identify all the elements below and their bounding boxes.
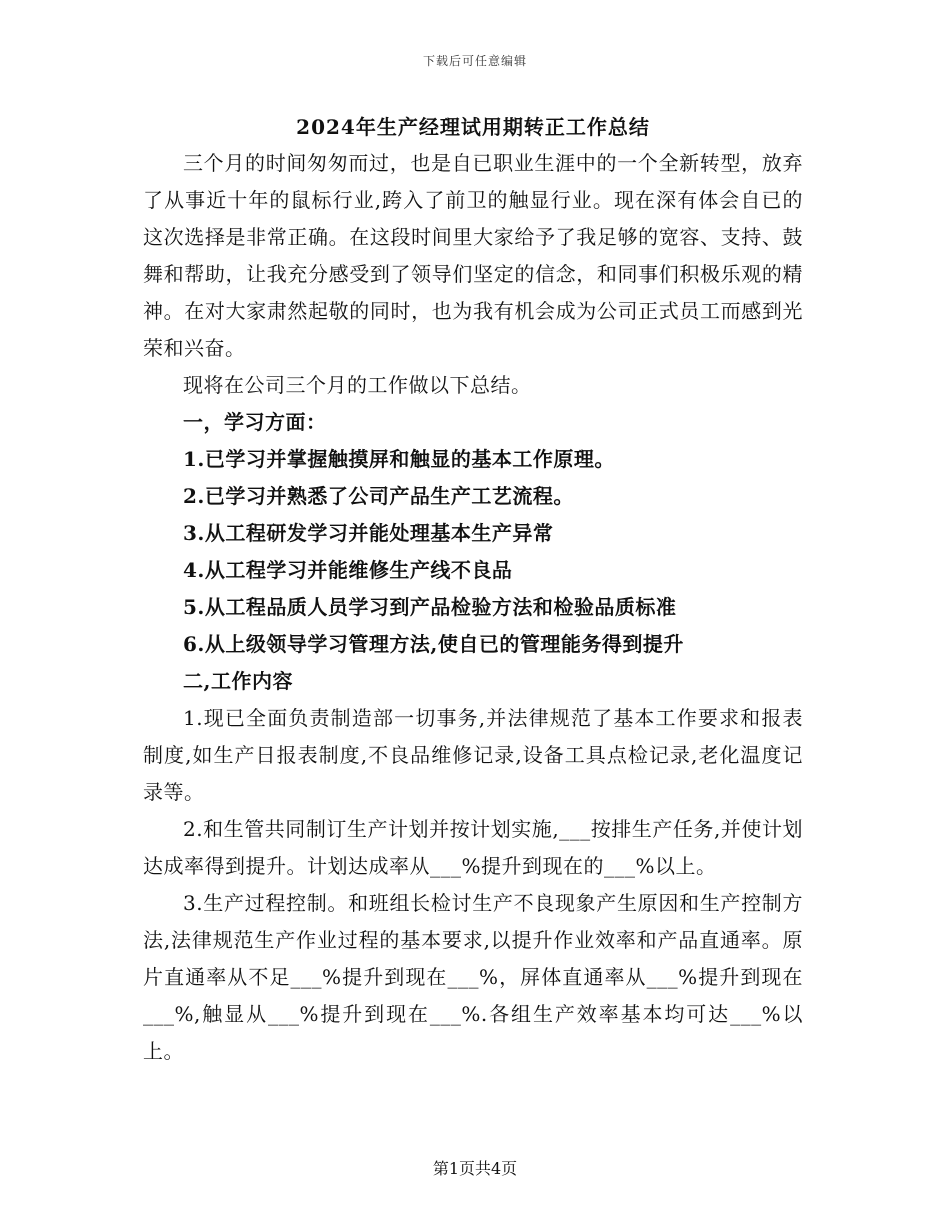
study-item: 4.从工程学习并能维修生产线不良品 bbox=[183, 558, 513, 582]
page-number: 第1页共4页 bbox=[432, 1159, 518, 1178]
document-body bbox=[143, 112, 803, 1070]
work-paragraph: 1.现已全面负责制造部一切事务,并法律规范了基本工作要求和报表制度,如生产日报表制度,不良品维修记录,设备工具点检记录,老化温度记录等。 bbox=[143, 706, 803, 804]
document-title: 2024年生产经理试用期转正工作总结 bbox=[296, 115, 650, 139]
study-item: 3.从工程研发学习并能处理基本生产异常 bbox=[183, 521, 554, 545]
download-note: 下载后可任意编辑 bbox=[422, 54, 527, 68]
study-item: 6.从上级领导学习管理方法,使自已的管理能务得到提升 bbox=[183, 632, 684, 656]
study-item: 1.已学习并掌握触摸屏和触显的基本工作原理。 bbox=[183, 447, 615, 471]
study-item: 5.从工程品质人员学习到产品检验方法和检验品质标准 bbox=[183, 595, 677, 619]
intro-paragraph: 三个月的时间匆匆而过，也是自已职业生涯中的一个全新转型，放弃了从事近十年的鼠标行业,跨入了前卫的触显行业。现在深有体会自已的这次选择是非常正确。在这段时间里大家给予了我足够的宽容、支持、鼓舞和帮助，让我充分感受到了领导们坚定的信念，和同事们积极乐观的精神。在对大家肃然起敬的同时，也为我有机会成为公司正式员工而感到光荣和兴奋。 bbox=[143, 151, 803, 360]
work-paragraph: 3.生产过程控制。和班组长检讨生产不良现象产生原因和生产控制方法,法律规范生产作业过程的基本要求,以提升作业效率和产品直通率。原片直通率从不足___%提升到现在___%，屏体直通率从___%提升到现在___%,触显从___%提升到现在___%.各组生产效率基本均可达___%以上。 bbox=[143, 891, 803, 1063]
summary-intro-paragraph: 现将在公司三个月的工作做以下总结。 bbox=[183, 373, 532, 397]
study-item: 2.已学习并熟悉了公司产品生产工艺流程。 bbox=[183, 484, 574, 508]
section-heading-study: 一，学习方面： bbox=[183, 410, 327, 434]
section-heading-work: 二,工作内容 bbox=[183, 669, 293, 693]
work-paragraph: 2.和生管共同制订生产计划并按计划实施,___按排生产任务,并使计划达成率得到提升。计划达成率从___%提升到现在的___%以上。 bbox=[143, 817, 803, 878]
